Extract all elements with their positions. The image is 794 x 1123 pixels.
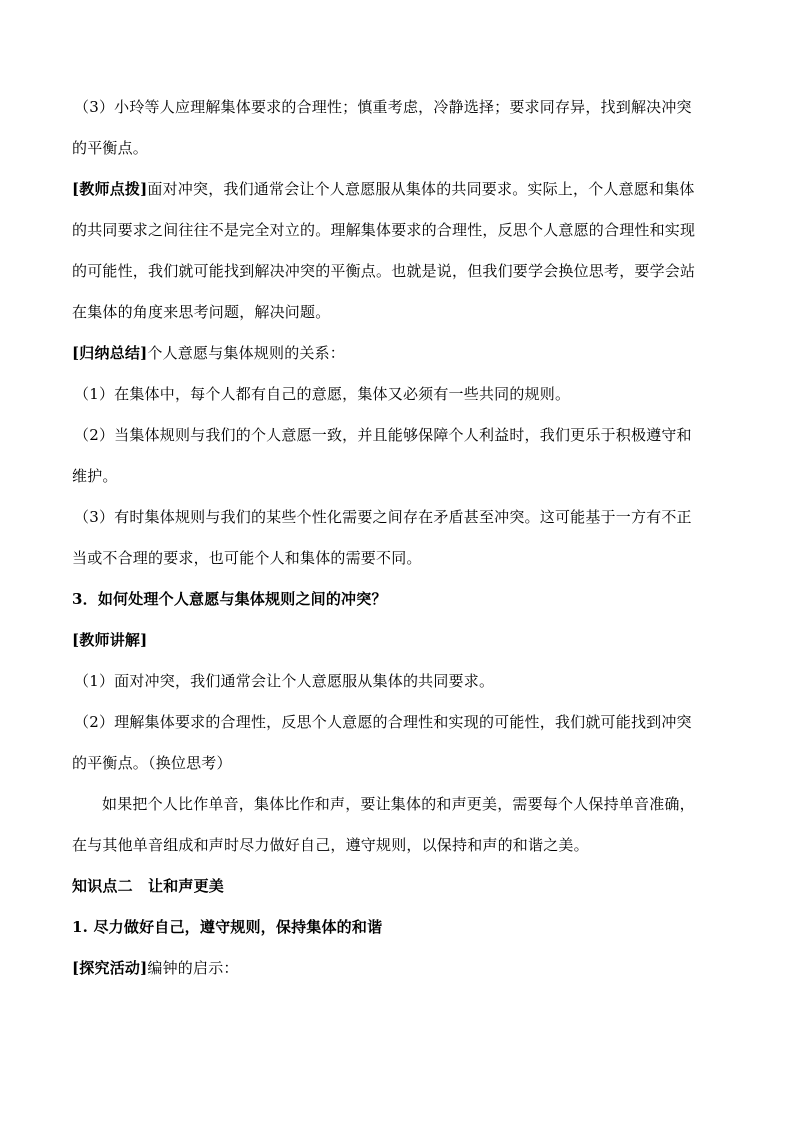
paragraph-line bbox=[72, 220, 724, 240]
paragraph-line bbox=[72, 466, 724, 486]
line-text: 维护。 bbox=[72, 467, 118, 485]
line-text: （2）当集体规则与我们的个人意愿一致，并且能够保障个人利益时，我们更乐于积极遵守和 bbox=[74, 426, 692, 444]
paragraph-line bbox=[72, 138, 724, 158]
paragraph-line bbox=[74, 712, 726, 732]
line-text: 的共同要求之间往往不是完全对立的。理解集体要求的合理性，反思个人意愿的合理性和实现 bbox=[72, 221, 696, 239]
paragraph-line bbox=[74, 671, 726, 691]
paragraph-line bbox=[72, 958, 724, 978]
heading-line bbox=[72, 876, 724, 896]
heading-text: 知识点二 让和声更美 bbox=[72, 877, 225, 895]
heading-line bbox=[72, 917, 724, 937]
line-text: 的平衡点。（换位思考） bbox=[72, 754, 232, 772]
section-tag: [教师讲解] bbox=[72, 631, 148, 649]
heading-text: 3．如何处理个人意愿与集体规则之间的冲突？ bbox=[72, 590, 387, 608]
line-text: 在与其他单音组成和声时尽力做好自己，遵守规则，以保持和声的和谐之美。 bbox=[72, 836, 589, 854]
paragraph-line bbox=[74, 384, 726, 404]
line-text: （2）理解集体要求的合理性，反思个人意愿的合理性和实现的可能性，我们就可能找到冲突 bbox=[74, 713, 692, 731]
paragraph-line bbox=[74, 507, 726, 527]
section-tag: [归纳总结] bbox=[72, 344, 148, 362]
section-tag: [探究活动] bbox=[72, 959, 148, 977]
paragraph-line bbox=[102, 794, 724, 814]
line-text: 的可能性，我们就可能找到解决冲突的平衡点。也就是说，但我们要学会换位思考，要学会站 bbox=[72, 262, 696, 280]
line-text: 在集体的角度来思考问题，解决问题。 bbox=[72, 303, 331, 321]
paragraph-line bbox=[72, 835, 724, 855]
line-text: （3）小玲等人应理解集体要求的合理性；慎重考虑，冷静选择；要求同存异，找到解决冲突 bbox=[74, 98, 692, 116]
heading-line bbox=[72, 630, 724, 650]
paragraph-line bbox=[72, 343, 724, 363]
paragraph-line bbox=[74, 425, 726, 445]
paragraph-line bbox=[72, 302, 724, 322]
paragraph-line bbox=[72, 261, 724, 281]
line-text: 如果把个人比作单音，集体比作和声，要让集体的和声更美，需要每个人保持单音准确， bbox=[102, 795, 695, 813]
line-text: 编钟的启示： bbox=[147, 959, 239, 977]
heading-line bbox=[72, 589, 724, 609]
heading-text: 1. 尽力做好自己，遵守规则，保持集体的和谐 bbox=[72, 918, 383, 936]
paragraph-line bbox=[72, 548, 724, 568]
paragraph-line bbox=[72, 179, 724, 199]
paragraph-line bbox=[72, 753, 724, 773]
paragraph-line bbox=[74, 97, 726, 117]
line-text: 的平衡点。 bbox=[72, 139, 149, 157]
line-text: 面对冲突，我们通常会让个人意愿服从集体的共同要求。实际上，个人意愿和集体 bbox=[147, 180, 695, 198]
line-text: （1）在集体中，每个人都有自己的意愿，集体又必须有一些共同的规则。 bbox=[74, 385, 571, 403]
line-text: （3）有时集体规则与我们的某些个性化需要之间存在矛盾甚至冲突。这可能基于一方有不正 bbox=[74, 508, 692, 526]
line-text: 个人意愿与集体规则的关系： bbox=[147, 344, 346, 362]
line-text: 当或不合理的要求，也可能个人和集体的需要不同。 bbox=[72, 549, 422, 567]
section-tag: [教师点拨] bbox=[72, 180, 148, 198]
line-text: （1）面对冲突，我们通常会让个人意愿服从集体的共同要求。 bbox=[74, 672, 495, 690]
